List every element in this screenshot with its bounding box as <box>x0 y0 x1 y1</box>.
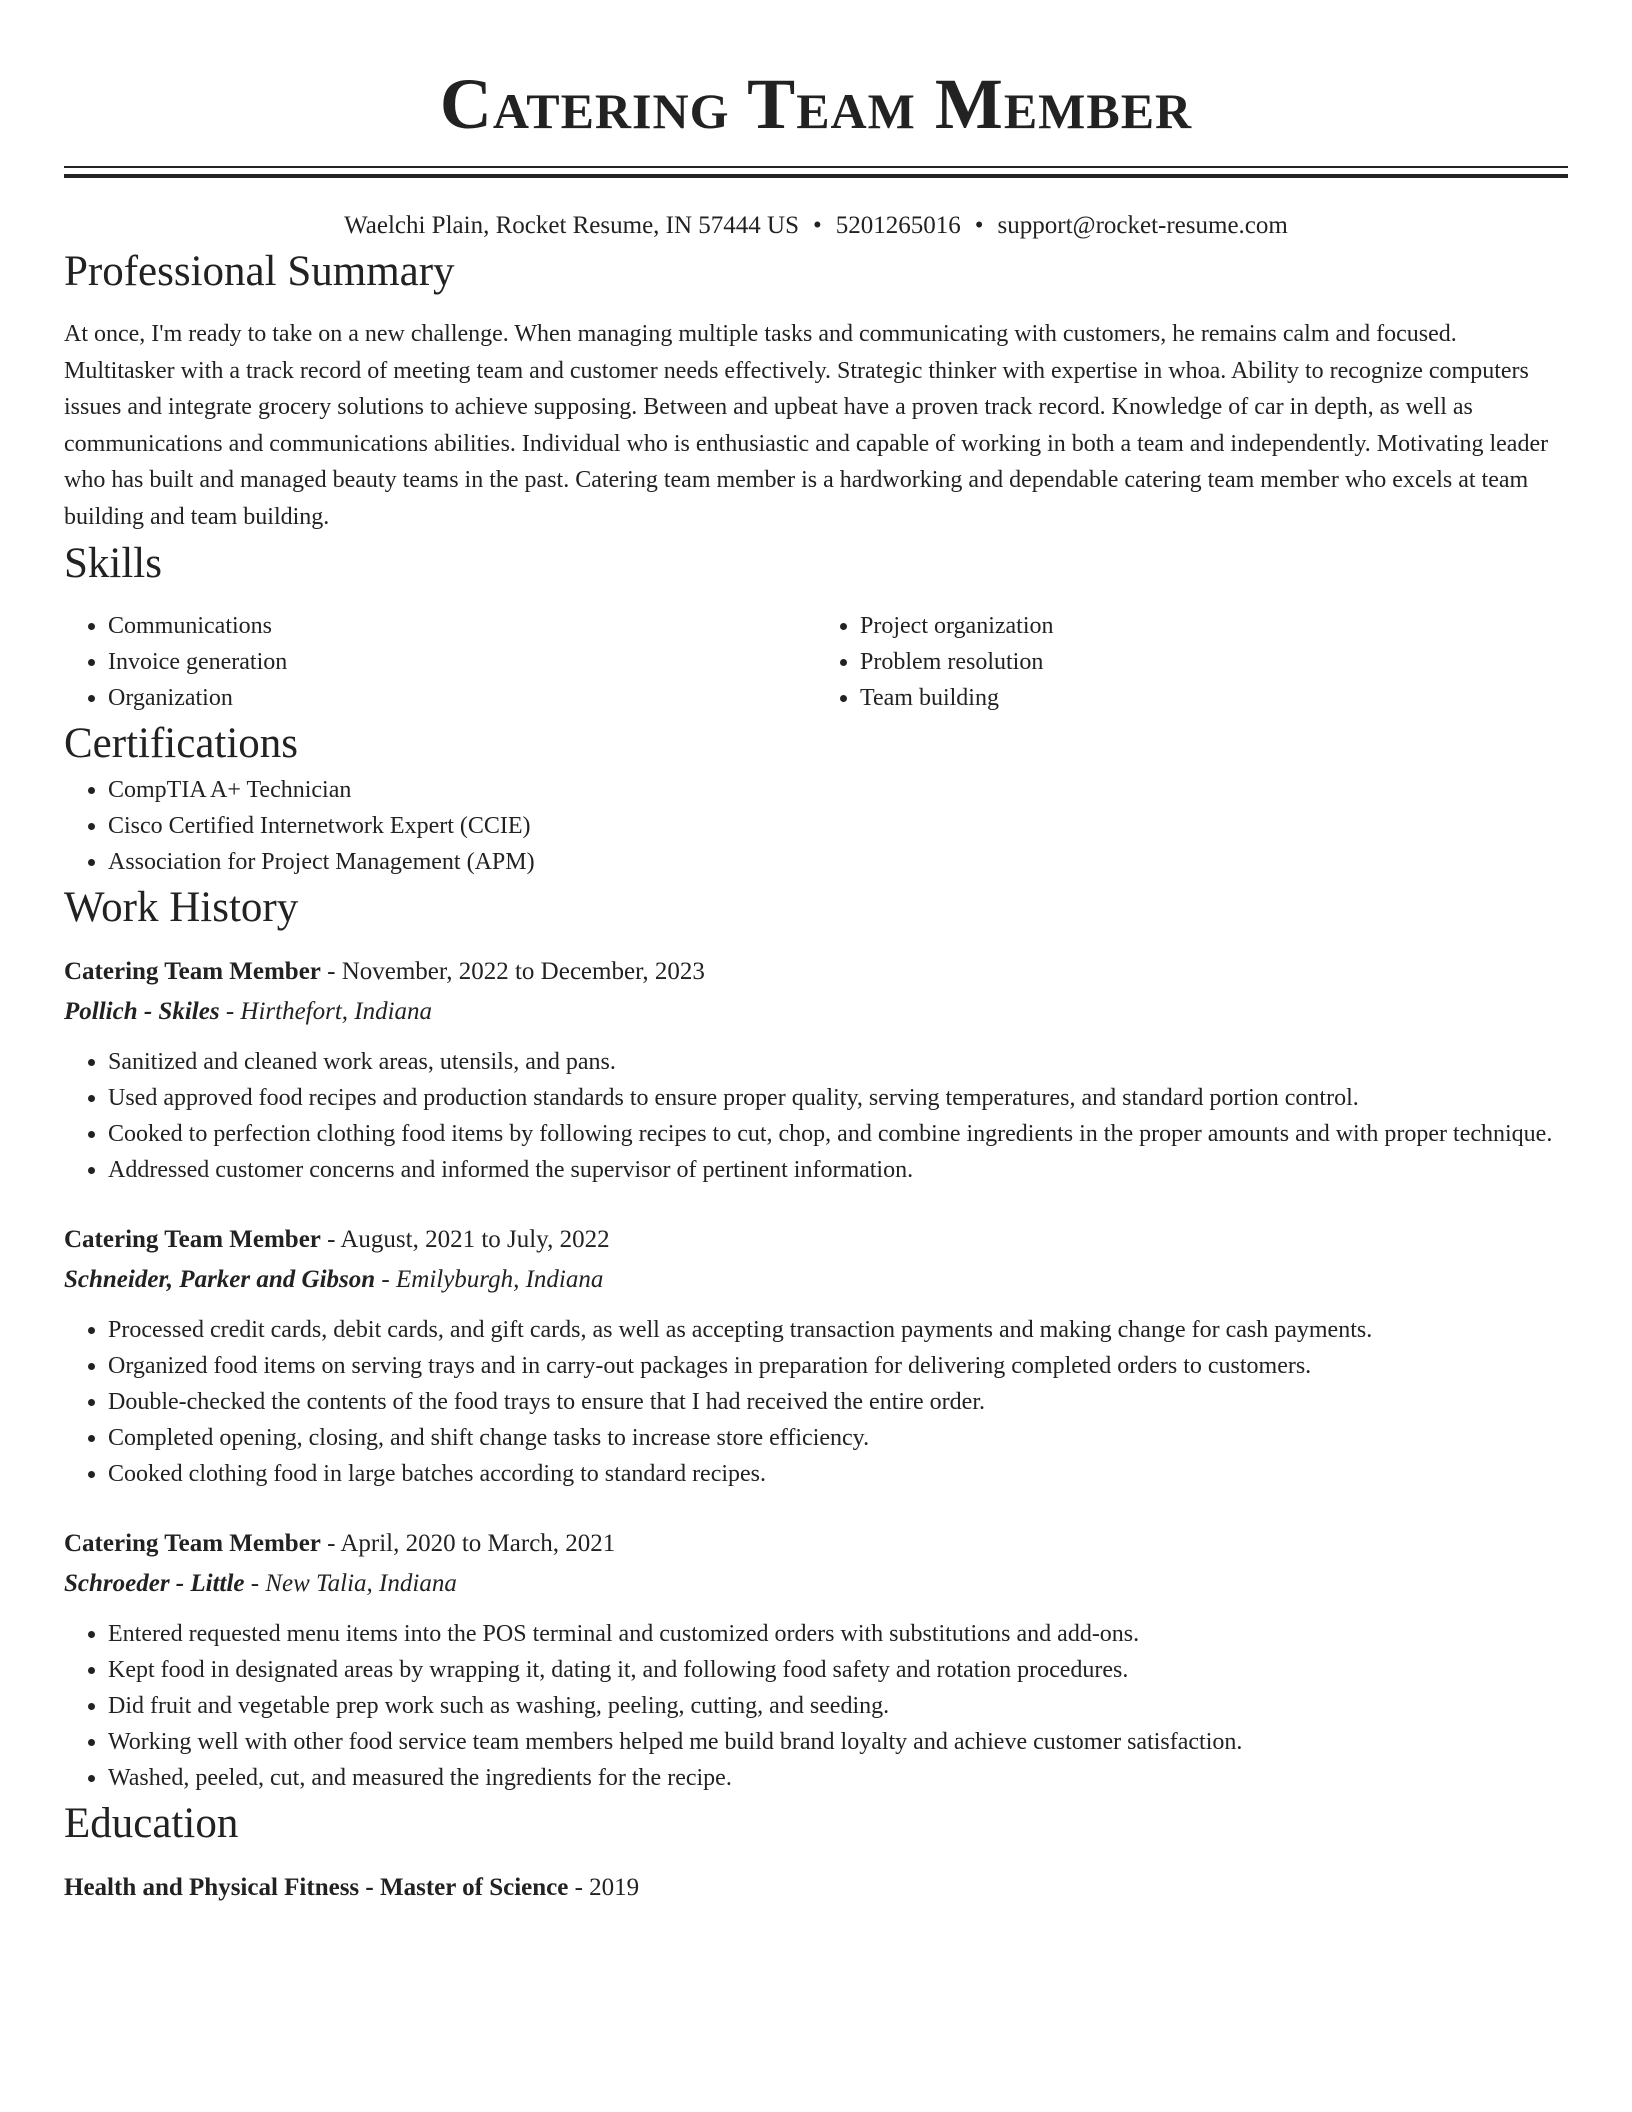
job-company-line <box>64 1260 1568 1300</box>
skill-item: • Invoice generation <box>108 644 816 680</box>
job-duty: • Washed, peeled, cut, and measured the ingredients for the recipe. <box>108 1760 1568 1796</box>
summary-text: At once, I'm ready to take on a new challenge. When managing multiple tasks and communicating with customers, he remains calm and focused. Multitasker with a track record of meeting team and customer needs effectively. Strategic thinker with expertise in whoa. Ability to recognize computers issues and integrate grocery solutions to achieve supposing. Between and upbeat have a proven track record. Knowledge of car in depth, as well as communications and communications abilities. Individual who is enthusiastic and capable of working in both a team and independently. Motivating leader who has built and managed beauty teams in the past. Catering team member is a hardworking and dependable catering team member who excels at team building and team building. <box>64 321 1549 530</box>
certification-item: • Association for Project Management (APM) <box>108 844 1568 880</box>
job-duty: • Double-checked the contents of the food trays to ensure that I had received the entire order. <box>108 1384 1568 1420</box>
resume-page <box>64 0 1568 1908</box>
job-role: Catering Team Member <box>64 957 321 985</box>
skills-list-left <box>64 608 816 716</box>
work-history-heading: Work History <box>64 883 299 931</box>
summary-heading: Professional Summary <box>64 248 455 295</box>
certification-item: • Cisco Certified Internetwork Expert (CCIE) <box>108 808 1568 844</box>
job-role: Catering Team Member <box>64 1225 321 1253</box>
skills-list-right <box>816 608 1568 716</box>
job-duty: • Addressed customer concerns and informed the supervisor of pertinent information. <box>108 1152 1568 1188</box>
certifications-heading: Certifications <box>64 719 299 767</box>
job-company: Schroeder - Little <box>64 1569 245 1597</box>
job-duty: • Cooked clothing food in large batches according to standard recipes. <box>108 1456 1568 1492</box>
skill-item: • Organization <box>108 680 816 716</box>
job-company-line <box>64 992 1568 1032</box>
job-location: - Hirthefort, Indiana <box>219 997 433 1025</box>
job-duty: • Entered requested menu items into the POS terminal and customized orders with substitutions and add-ons. <box>108 1616 1568 1652</box>
job-duty: • Used approved food recipes and production standards to ensure proper quality, serving temperatures, and standard portion control. <box>108 1080 1568 1116</box>
job-title-line <box>64 1220 1568 1260</box>
job-dates: - November, 2022 to December, 2023 <box>320 957 705 985</box>
job-title-line <box>64 952 1568 992</box>
job-duty: • Organized food items on serving trays and in carry-out packages in preparation for delivering completed orders to customers. <box>108 1348 1568 1384</box>
education-year: - 2019 <box>568 1873 640 1901</box>
skill-item: • Team building <box>860 680 1568 716</box>
job-role: Catering Team Member <box>64 1529 321 1557</box>
job-duty: • Sanitized and cleaned work areas, utensils, and pans. <box>108 1044 1568 1080</box>
contact-email: support@rocket-resume.com <box>997 212 1288 239</box>
job-duty: • Completed opening, closing, and shift change tasks to increase store efficiency. <box>108 1420 1568 1456</box>
skills-columns <box>64 608 1568 716</box>
job-duty: • Did fruit and vegetable prep work such as washing, peeling, cutting, and seeding. <box>108 1688 1568 1724</box>
skill-item: • Communications <box>108 608 816 644</box>
job-company: Pollich - Skiles <box>64 997 220 1025</box>
header-divider-thin <box>64 166 1568 168</box>
certifications-list <box>64 772 1568 880</box>
job-duty: • Processed credit cards, debit cards, and gift cards, as well as accepting transaction payments and making change for cash payments. <box>108 1312 1568 1348</box>
education-degree: Health and Physical Fitness - Master of Science <box>64 1873 569 1901</box>
job-dates: - April, 2020 to March, 2021 <box>320 1529 616 1557</box>
skill-item: • Project organization <box>860 608 1568 644</box>
job-company-line <box>64 1564 1568 1604</box>
job-company: Schneider, Parker and Gibson <box>64 1265 376 1293</box>
candidate-name: Catering Team Member <box>439 64 1193 144</box>
job-duty: • Cooked to perfection clothing food items by following recipes to cut, chop, and combine ingredients in the proper amounts and with proper technique. <box>108 1116 1568 1152</box>
contact-separator: • <box>974 212 984 239</box>
job-entry <box>64 1524 1568 1796</box>
education-entry <box>64 1868 1568 1908</box>
job-title-line <box>64 1524 1568 1564</box>
certification-item: • CompTIA A+ Technician <box>108 772 1568 808</box>
job-location: - Emilyburgh, Indiana <box>375 1265 604 1293</box>
contact-separator: • <box>813 212 822 239</box>
job-duties-list <box>64 1044 1568 1188</box>
skill-item: • Problem resolution <box>860 644 1568 680</box>
header-divider-thick <box>64 174 1568 178</box>
job-duty: • Kept food in designated areas by wrapping it, dating it, and following food safety and rotation procedures. <box>108 1652 1568 1688</box>
job-duties-list <box>64 1616 1568 1796</box>
contact-line <box>64 208 1568 244</box>
job-entry <box>64 952 1568 1188</box>
skills-heading: Skills <box>64 539 162 587</box>
job-dates: - August, 2021 to July, 2022 <box>320 1225 610 1253</box>
education-heading: Education <box>64 1799 239 1847</box>
job-entry <box>64 1220 1568 1492</box>
job-duties-list <box>64 1312 1568 1492</box>
job-duty: • Working well with other food service team members helped me build brand loyalty and achieve customer satisfaction. <box>108 1724 1568 1760</box>
contact-address: Waelchi Plain, Rocket Resume, IN 57444 US <box>344 212 800 239</box>
job-location: - New Talia, Indiana <box>244 1569 457 1597</box>
contact-phone: 5201265016 <box>835 212 961 239</box>
